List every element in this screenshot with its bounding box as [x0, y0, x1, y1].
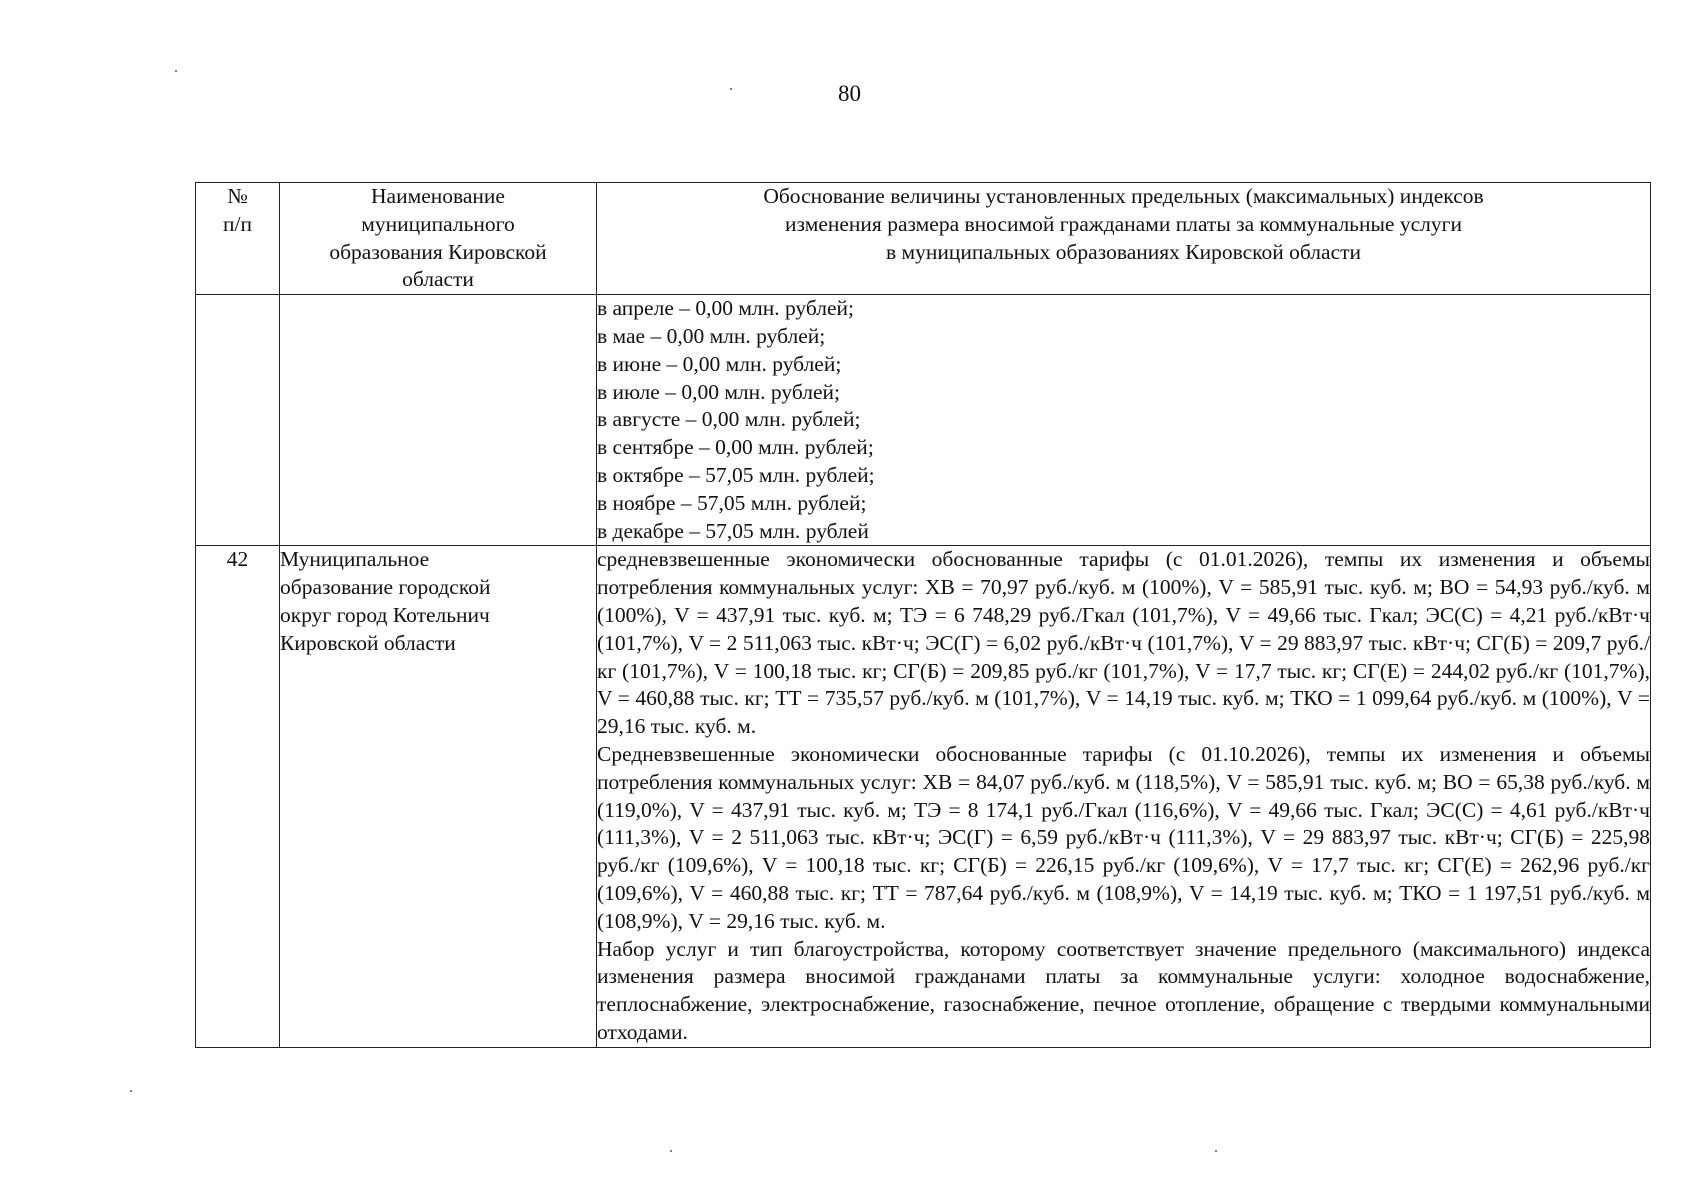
monthly-amount-line: в августе – 0,00 млн. рублей; [597, 407, 861, 432]
header-justification-cell [597, 183, 1651, 295]
monthly-amount-line: в сентябре – 0,00 млн. рублей; [597, 435, 874, 460]
scan-speck [670, 1150, 672, 1152]
row-justification-cell [597, 295, 1651, 546]
header-number-line: п/п [223, 211, 252, 236]
header-number-cell [196, 183, 280, 295]
tariff-index-table [195, 182, 1651, 1048]
municipality-name-line: Муниципальное [280, 547, 430, 572]
header-municipality-cell [280, 183, 597, 295]
row-number-cell [196, 295, 280, 546]
header-municipality-line: муниципального [361, 211, 515, 236]
header-municipality-line: области [402, 267, 474, 292]
row-number-cell: 42 [196, 546, 280, 1047]
page-number: 80 [838, 81, 861, 106]
table-header-row [196, 183, 1651, 295]
monthly-amount-line: в мае – 0,00 млн. рублей; [597, 323, 826, 348]
tariffs-from-october-paragraph: Средневзвешенные экономически обоснованные тарифы (с 01.10.2026), темпы их изменения и объемы потребления коммунальных услуг: ХВ = 84,07 руб./куб. м (118,5%), V = 585,91 тыс. куб. м; ВО = 65,38 руб./куб. м (119,0%), V = 437,91 тыс. куб. м; ТЭ = 8 174,1 руб./Гкал (116,6%), V = 49,66 тыс. Гкал; ЭС(С) = 4,61 руб./кВт·ч (111,3%), V = 2 511,063 тыс. кВт·ч; ЭС(Г) = 6,59 руб./кВт·ч (111,3%), V = 29 883,97 тыс. кВт·ч; СГ(Б) = 225,98 руб./кг (109,6%), V = 100,18 тыс. кг; СГ(Б) = 226,15 руб./кг (109,6%), V = 17,7 тыс. кг; СГ(Е) = 262,96 руб./кг (109,6%), V = 460,88 тыс. кг; ТТ = 787,64 руб./куб. м (108,9%), V = 14,19 тыс. куб. м; ТКО = 1 197,51 руб./куб. м (108,9%), V = 29,16 тыс. куб. м. [597, 741, 1650, 933]
services-set-paragraph: Набор услуг и тип благоустройства, которому соответствует значение предельного (максимального) индекса изменения размера вносимой гражданами платы за коммунальные услуги: холодное водоснабжение, теплоснабжение, электроснабжение, газоснабжение, печное отопление, обращение с твердыми коммунальными отходами. [597, 936, 1650, 1044]
monthly-amount-line: в октябре – 57,05 млн. рублей; [597, 462, 875, 487]
scan-speck [175, 70, 177, 72]
row-municipality-cell [280, 295, 597, 546]
monthly-amount-line: в июне – 0,00 млн. рублей; [597, 351, 842, 376]
header-municipality-line: Наименование [371, 184, 505, 208]
header-justification-line: изменения размера вносимой гражданами платы за коммунальные услуги [785, 211, 1462, 236]
row-municipality-cell [280, 546, 597, 1047]
municipality-name-line: Кировской области [280, 630, 456, 655]
scan-speck [730, 88, 732, 90]
monthly-amount-line: в ноябре – 57,05 млн. рублей; [597, 490, 867, 515]
table-row-continuation [196, 295, 1651, 546]
monthly-amount-line: в июле – 0,00 млн. рублей; [597, 379, 841, 404]
header-municipality-line: образования Кировской [329, 239, 547, 264]
municipality-name-line: округ город Котельнич [280, 602, 490, 627]
monthly-amount-line: в апреле – 0,00 млн. рублей; [597, 296, 855, 321]
monthly-amount-line: в декабре – 57,05 млн. рублей [597, 518, 869, 543]
table-row-42 [196, 546, 1651, 1047]
tariffs-from-january-paragraph: средневзвешенные экономически обоснованные тарифы (с 01.01.2026), темпы их изменения и объемы потребления коммунальных услуг: ХВ = 70,97 руб./куб. м (100%), V = 585,91 тыс. куб. м; ВО = 54,93 руб./куб. м (100%), V = 437,91 тыс. куб. м; ТЭ = 6 748,29 руб./Гкал (101,7%), V = 49,66 тыс. Гкал; ЭС(С) = 4,21 руб./кВт·ч (101,7%), V = 2 511,063 тыс. кВт·ч; ЭС(Г) = 6,02 руб./кВт·ч (101,7%), V = 29 883,97 тыс. кВт·ч; СГ(Б) = 209,7 руб./кг (101,7%), V = 100,18 тыс. кг; СГ(Б) = 209,85 руб./кг (101,7%), V = 17,7 тыс. кг; СГ(Е) = 244,02 руб./кг (101,7%), V = 460,88 тыс. кг; ТТ = 735,57 руб./куб. м (101,7%), V = 14,19 тыс. куб. м; ТКО = 1 099,64 руб./куб. м (100%), V = 29,16 тыс. куб. м. [597, 547, 1650, 739]
header-justification-line: в муниципальных образованиях Кировской области [885, 239, 1362, 264]
scan-speck [1215, 1150, 1217, 1152]
header-justification-line: Обоснование величины установленных предельных (максимальных) индексов [763, 184, 1484, 208]
scan-speck [130, 1090, 132, 1092]
header-number-line: № [227, 184, 248, 208]
row-justification-cell [597, 546, 1651, 1047]
municipality-name-line: образование городской [280, 575, 491, 600]
